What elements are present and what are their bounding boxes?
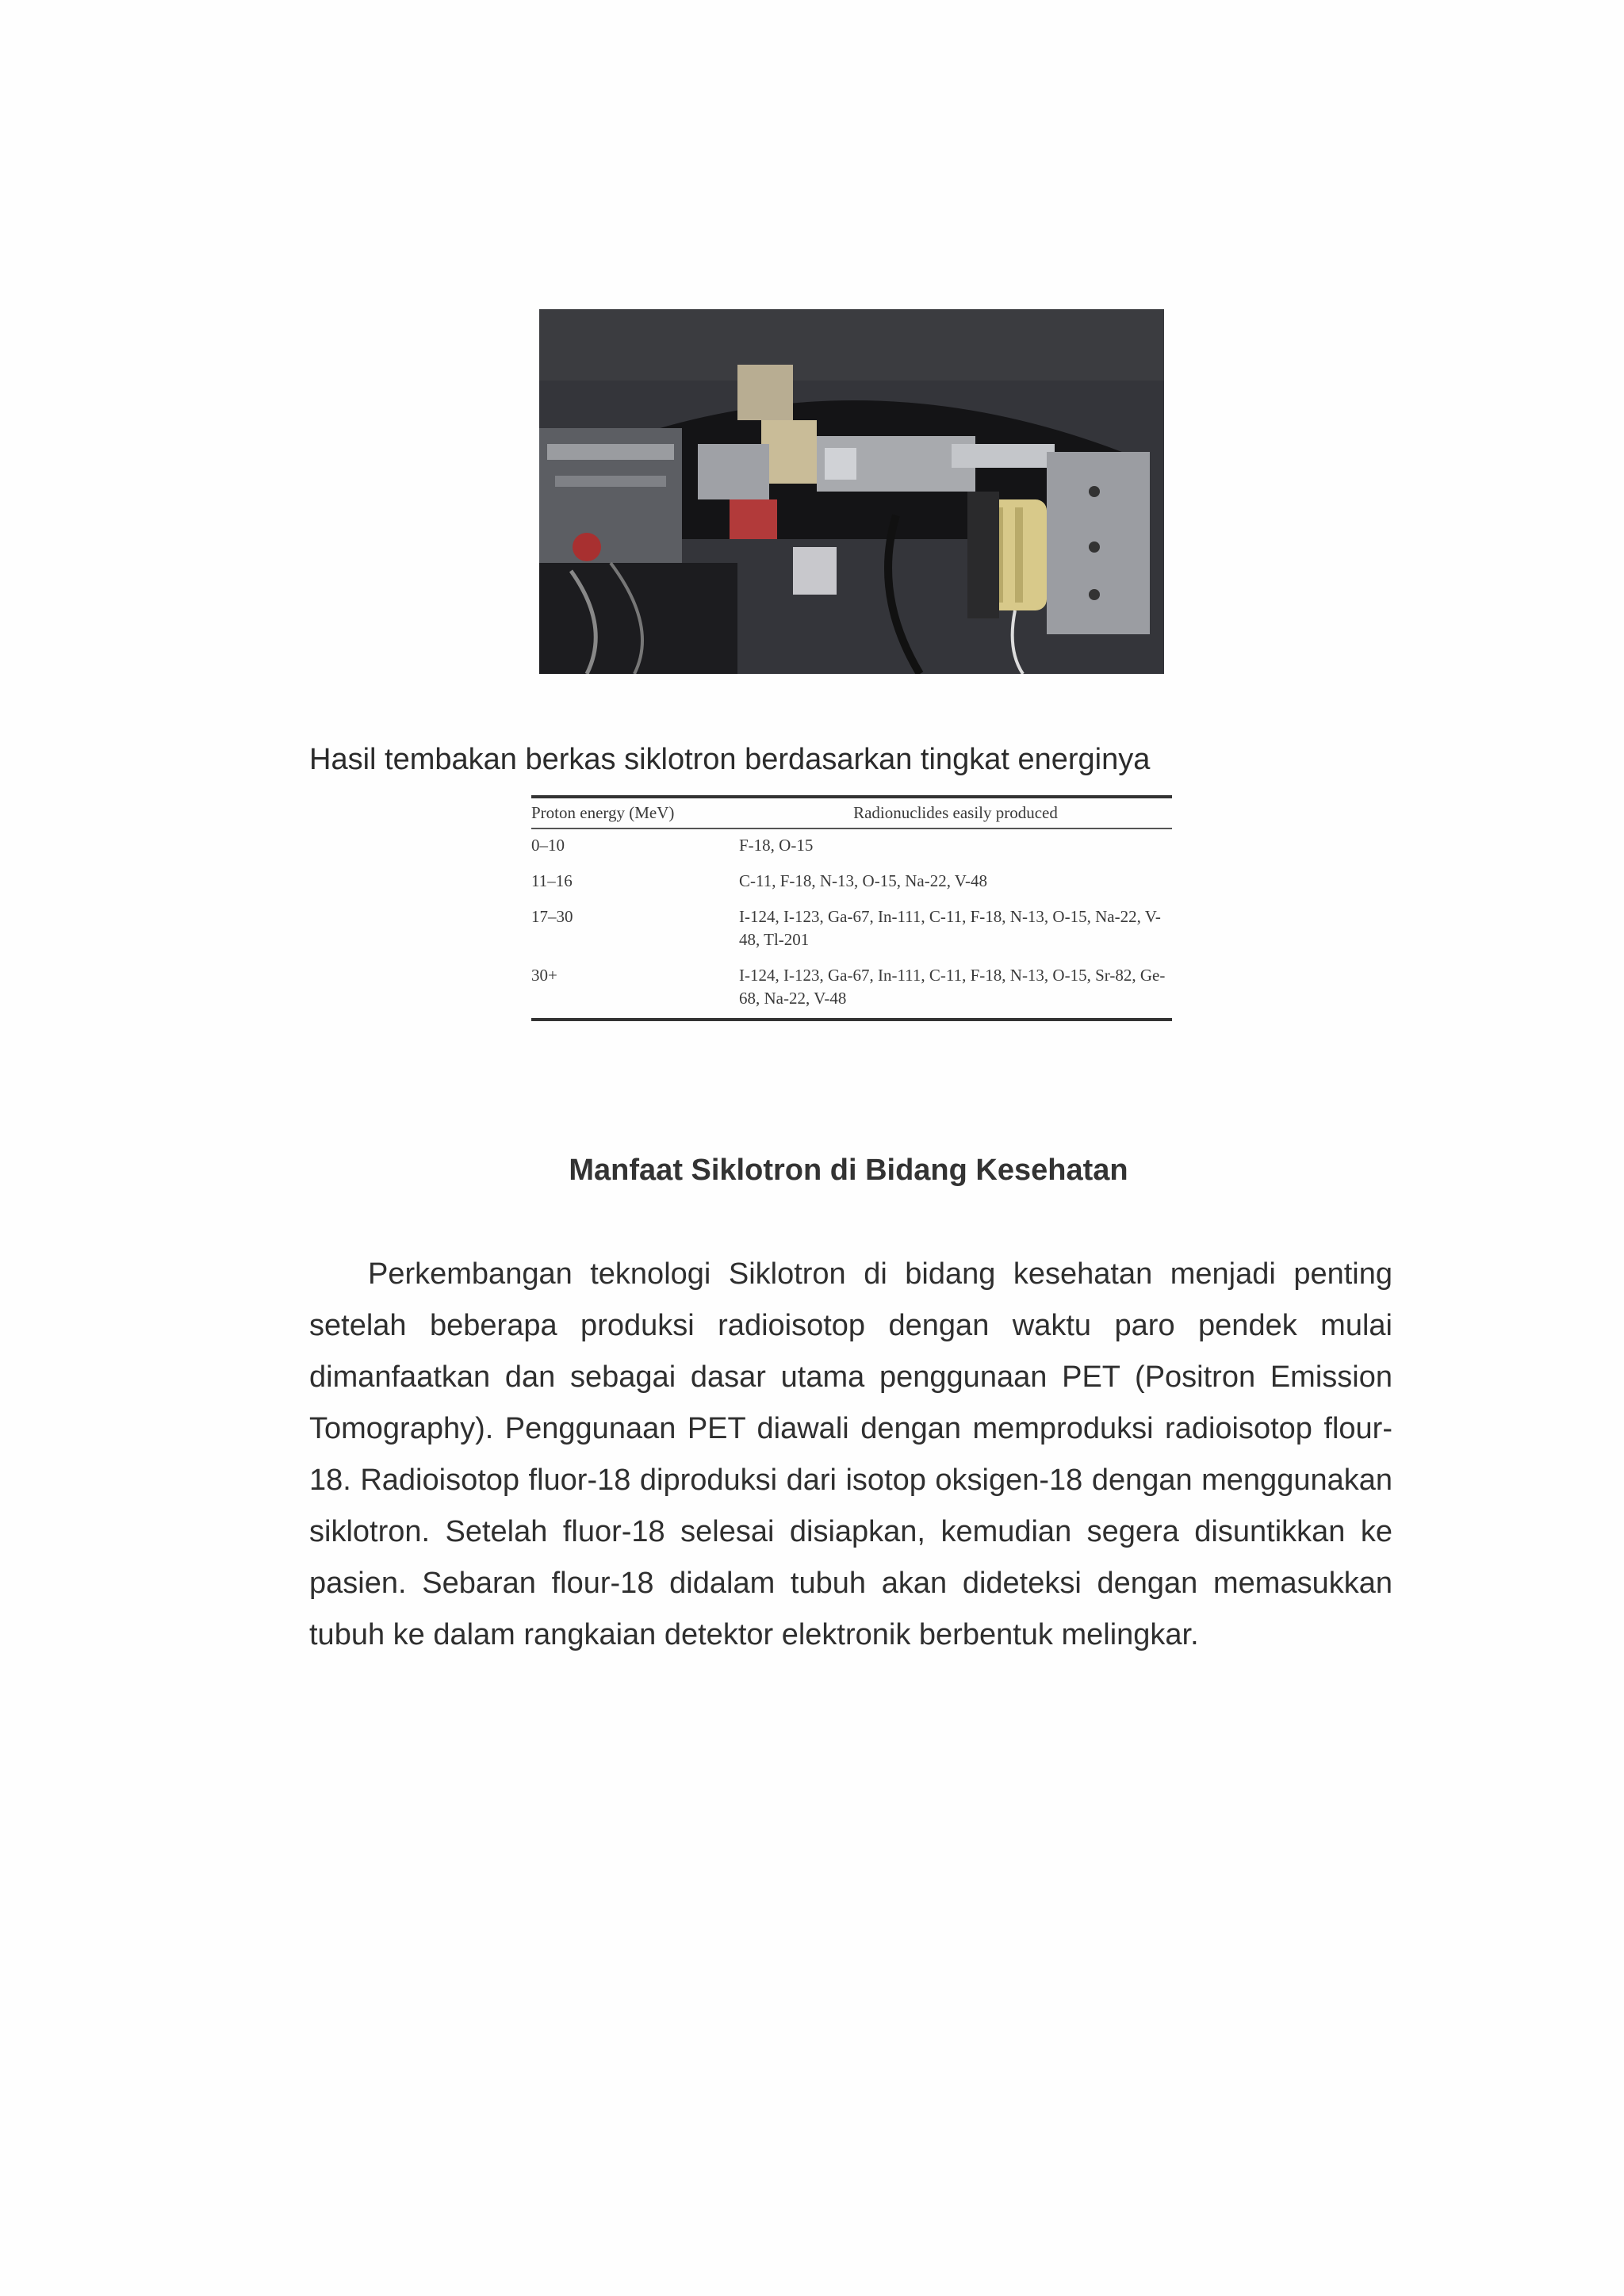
- figure-caption: Hasil tembakan berkas siklotron berdasarkan tingkat energinya: [309, 743, 1151, 776]
- table-row: [531, 901, 1172, 959]
- table-cell-radionuclides: I-124, I-123, Ga-67, In-111, C-11, F-18, N-13, O-15, Na-22, V-48, Tl-201: [739, 907, 1161, 949]
- table-header-energy: Proton energy (MeV): [531, 797, 739, 828]
- cyclotron-photo: [539, 309, 1164, 674]
- table-row: [531, 865, 1172, 901]
- table-row: [531, 828, 1172, 865]
- radionuclide-table: [531, 795, 1172, 1021]
- radionuclide-table-grid: [531, 795, 1172, 1021]
- table-cell-energy: 11–16: [531, 871, 573, 890]
- table-cell-energy: 17–30: [531, 907, 573, 926]
- body-paragraph: Perkembangan teknologi Siklotron di bidang kesehatan menjadi penting setelah beberapa produksi radioisotop dengan waktu paro pendek mulai dimanfaatkan dan sebagai dasar utama penggunaan PET (Positron Emission Tomography). Penggunaan PET diawali dengan memproduksi radioisotop flour-18. Radioisotop fluor-18 diproduksi dari isotop oksigen-18 dengan menggunakan siklotron. Setelah fluor-18 selesai disiapkan, kemudian segera disuntikkan ke pasien. Sebaran flour-18 didalam tubuh akan dideteksi dengan memasukkan tubuh ke dalam rangkaian detektor elektronik berbentuk melingkar.: [309, 1257, 1392, 1651]
- table-cell-radionuclides: I-124, I-123, Ga-67, In-111, C-11, F-18, N-13, O-15, Sr-82, Ge-68, Na-22, V-48: [739, 959, 1172, 1020]
- table-header-radionuclides: Radionuclides easily produced: [739, 797, 1172, 828]
- cyclotron-photo-illustration: [539, 309, 1164, 674]
- table-cell-energy: 30+: [531, 959, 739, 1020]
- table-cell-radionuclides: C-11, F-18, N-13, O-15, Na-22, V-48: [739, 871, 988, 890]
- section-title: Manfaat Siklotron di Bidang Kesehatan: [569, 1154, 1128, 1187]
- table-cell-energy: 0–10: [531, 836, 565, 855]
- table-row: [531, 959, 1172, 1020]
- table-cell-radionuclides: F-18, O-15: [739, 836, 814, 855]
